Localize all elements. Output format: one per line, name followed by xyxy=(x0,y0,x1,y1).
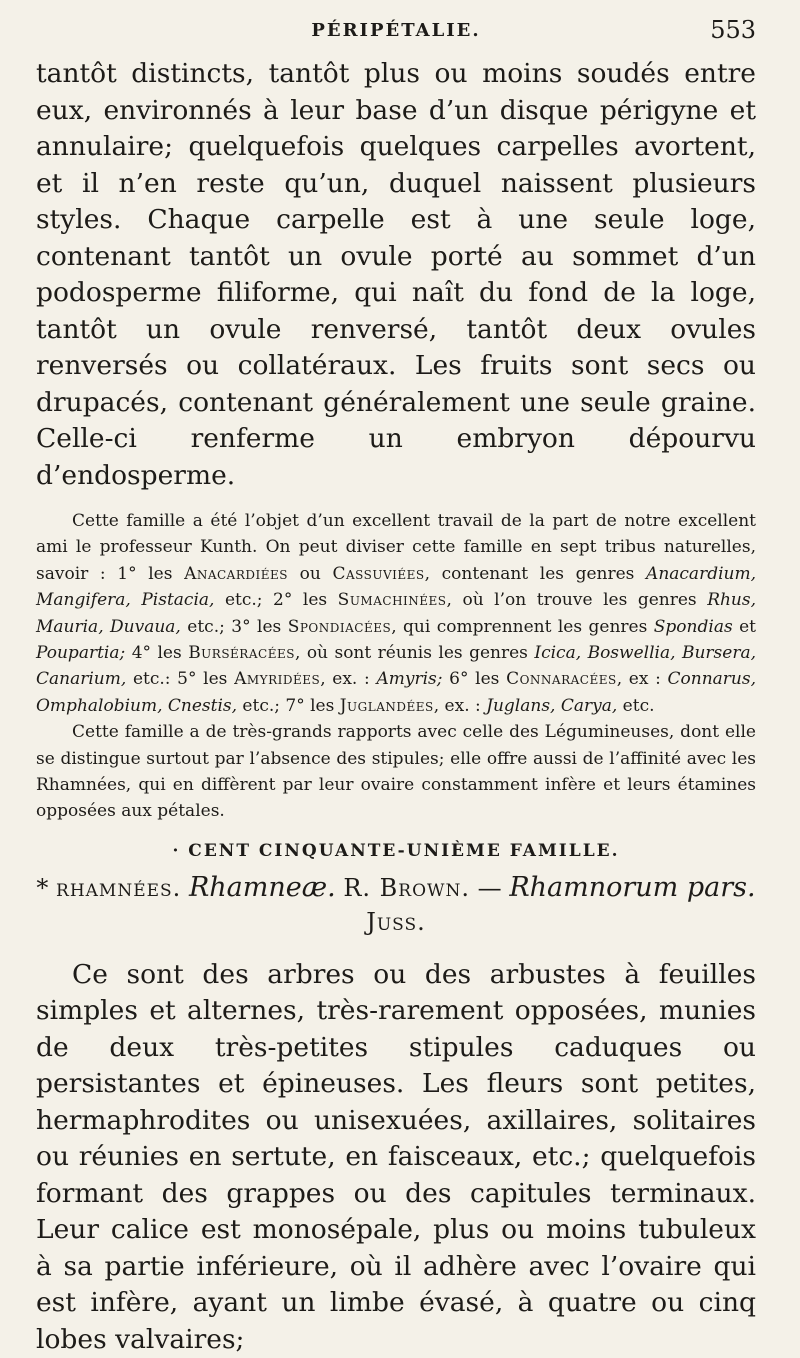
genus-list: Spondias xyxy=(653,616,733,637)
tribe-name: Sumachinées xyxy=(337,590,447,611)
synonym-author: Juss. xyxy=(366,907,426,936)
family-french-name: rhamnées. xyxy=(56,873,182,902)
footnote-affinities: Cette famille a de très-grands rapports avec celle des Légumineuses, dont elle se distingue surtout par l’absence des stipules; elle offre aussi de l’affinité avec les Rhamnées, qui en diffèrent par leur ovaire constamment infère et leurs étamines opposées aux pétales. xyxy=(36,722,756,822)
note-text: Cette famille a été l’objet d’un excellent travail de la part de notre excellent ami le professeur Kunth. On peut diviser cette famille en sept tribus naturelles, savoir : 1° les xyxy=(36,511,756,584)
note-text: etc.; 2° les xyxy=(214,590,338,611)
tribe-name: Spondiacées xyxy=(287,616,392,637)
family-title xyxy=(36,871,756,939)
star-mark: * xyxy=(36,873,49,902)
note-text: , ex : xyxy=(616,669,668,690)
note-text: , contenant les genres xyxy=(424,563,647,584)
note-text: etc.; 3° les xyxy=(180,616,288,637)
genus-list: Anacardium, Mangifera, Pistacia, xyxy=(36,563,756,611)
tribe-name: Burséracées xyxy=(188,643,295,664)
note-text: et xyxy=(732,616,757,637)
body-paragraph: tantôt distincts, tantôt plus ou moins soudés entre eux, environnés à leur base d’un disque périgyne et annulaire; quelquefois quelques carpelles avortent, et il n’en reste qu’un, duquel naissent plusieurs styles. Chaque carpelle est à une seule loge, contenant tantôt un ovule porté au sommet d’un podosperme filiforme, qui naît du fond de la loge, tantôt un ovule renversé, tantôt deux ovules renversés ou collatéraux. Les fruits sont secs ou drupacés, contenant généralement une seule graine. Celle-ci renferme un embryon dépourvu d’endosperme. xyxy=(36,58,756,491)
tribe-name: Juglandées xyxy=(339,695,434,716)
note-text: , ex. : xyxy=(433,695,487,716)
genus-list: Connarus, Omphalobium, Cnestis, xyxy=(36,669,757,716)
running-title: PÉRIPÉTALIE. xyxy=(311,20,481,41)
note-text: , qui comprennent les genres xyxy=(391,616,654,637)
tribe-name: Anacardiées xyxy=(184,563,288,584)
note-text: , où sont réunis les genres xyxy=(294,643,535,664)
genus-list: Icica, Boswellia, Bursera, Canarium, xyxy=(36,643,756,690)
family-heading: · CENT CINQUANTE-UNIÈME FAMILLE. xyxy=(172,840,620,861)
genus-list: Rhus, Mauria, Duvaua, xyxy=(36,590,757,637)
note-text: , ex. : xyxy=(320,669,377,690)
note-text: 4° les xyxy=(125,643,189,664)
page-number: 553 xyxy=(710,16,756,44)
genus-list: Amyris; xyxy=(376,669,443,690)
tribe-name: Amyridées xyxy=(234,669,321,690)
tribe-name: Connaracées xyxy=(506,669,617,690)
family-author: R. Brown. xyxy=(343,873,471,902)
genus-list: Poupartia; xyxy=(36,643,126,664)
book-page xyxy=(36,14,756,1358)
note-text: , où l’on trouve les genres xyxy=(446,590,708,611)
note-text: ou xyxy=(288,563,333,584)
note-text: 6° les xyxy=(442,669,507,690)
note-text: etc. xyxy=(617,695,655,716)
family-description: Ce sont des arbres ou des arbustes à feuilles simples et alternes, très-rarement opposées, munies de deux très-petites stipules caduques ou persistantes et épineuses. Les fleurs sont petites, hermaphrodites ou unisexuées, axillaires, solitaires ou réunies en sertute, en faisceaux, etc.; quelquefois formant des grappes ou des capitules terminaux. Leur calice est monosépale, plus ou moins tubuleux à sa partie inférieure, où il adhère avec l’ovaire qui est infère, ayant un limbe évasé, à quatre ou cinq lobes valvaires; xyxy=(36,958,756,1355)
note-text: etc.; 7° les xyxy=(237,695,340,716)
running-head xyxy=(36,14,756,56)
tribe-name: Cassuviées xyxy=(332,563,425,584)
note-text: etc.: 5° les xyxy=(126,669,235,690)
family-synonym: Rhamnorum pars. xyxy=(509,871,756,903)
footnote-tribes xyxy=(36,508,756,719)
dash: — xyxy=(477,873,502,902)
genus-list: Juglans, Carya, xyxy=(486,695,618,716)
family-latin-name: Rhamneæ. xyxy=(188,871,336,903)
